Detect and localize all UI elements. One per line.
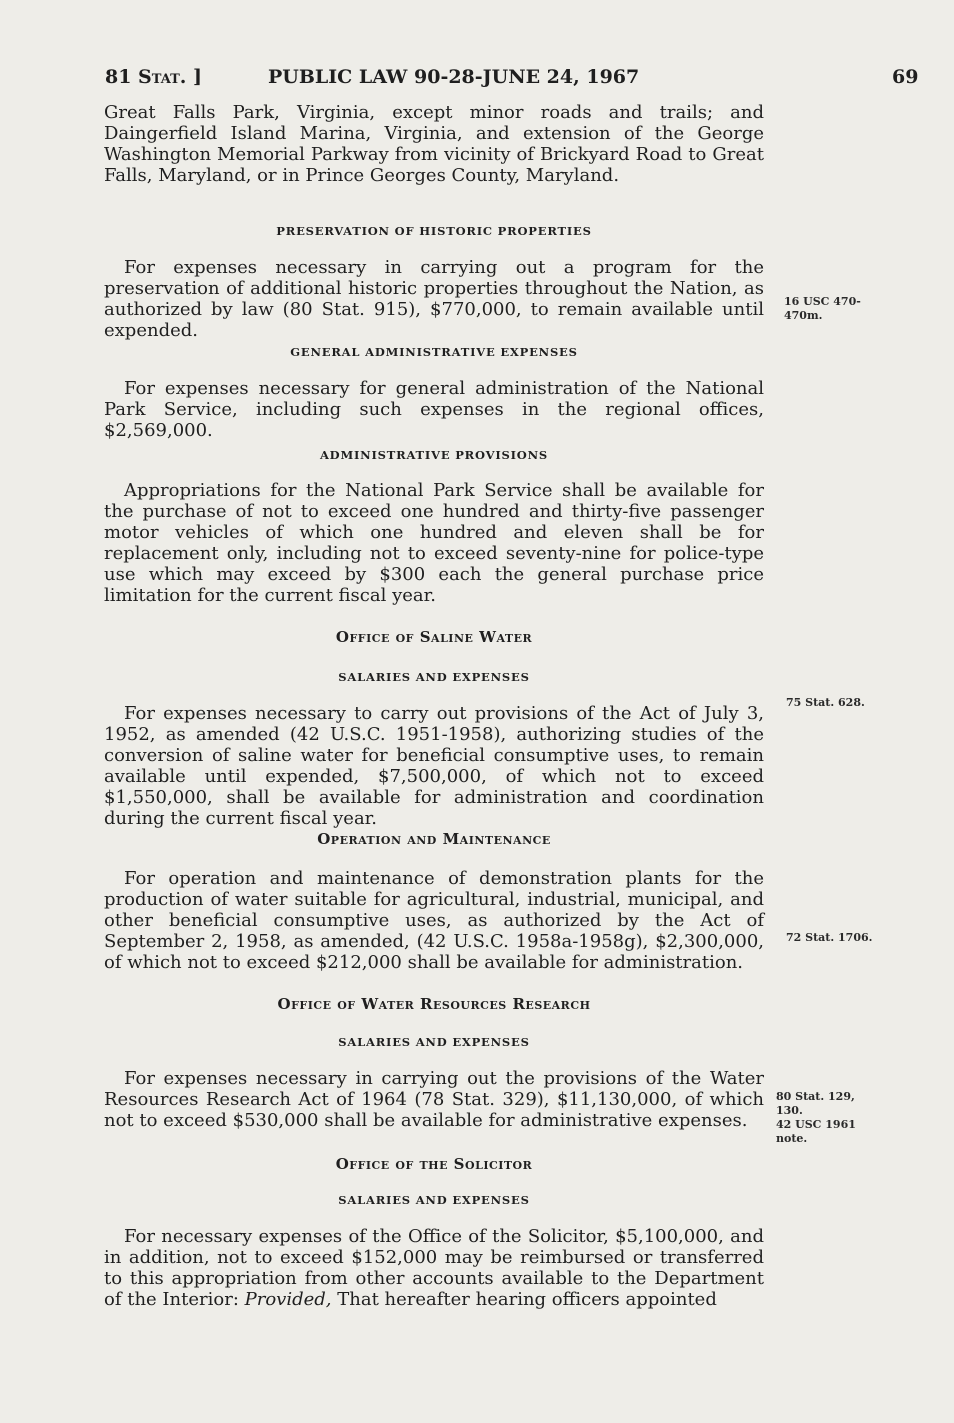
admin-provisions-section [104, 448, 764, 462]
historic-section [104, 224, 764, 238]
margin-note-operation: 72 Stat. 1706. [786, 931, 873, 944]
saline-paragraph: For expenses necessary to carry out provisions of the Act of July 3, 1952, as amended (42 U.S.C. 1951-1958), authorizing studies of the conversion of saline water for beneficial consumptive uses, to remain available until expended, $7,500,000, of which not to exceed $1,550,000, shall be available for administration and coordination during the current fiscal year. [104, 703, 764, 829]
subsection-heading: SALARIES AND EXPENSES [338, 1193, 530, 1207]
solicitor-subsection [104, 1193, 764, 1207]
section-heading: GENERAL ADMINISTRATIVE EXPENSES [290, 345, 578, 359]
section-heading: Office of the Solicitor [335, 1155, 533, 1173]
saline-section [104, 628, 764, 646]
header-title: PUBLIC LAW 90-28-JUNE 24, 1967 [268, 66, 640, 88]
margin-note-historic: 16 USC 470- 470m. [784, 295, 861, 322]
margin-note-saline: 75 Stat. 628. [786, 696, 865, 709]
section-heading: Office of Water Resources Research [277, 995, 591, 1013]
saline-subsection [104, 670, 764, 684]
section-heading: Operation and Maintenance [317, 830, 551, 848]
solicitor-text-before: For necessary expenses of the Office of the Solicitor, $5,100,000, and in addition, not to exceed $152,000 may be reimbursed or transferred to this appropriation from other accounts available to the Department of the Interior: [104, 1226, 764, 1310]
operation-section [104, 830, 764, 848]
water-research-section [104, 995, 764, 1013]
section-heading: PRESERVATION OF HISTORIC PROPERTIES [276, 224, 592, 238]
general-admin-paragraph: For expenses necessary for general administration of the National Park Service, including such expenses in the regional offices, $2,569,000. [104, 378, 764, 441]
margin-note-water-research: 80 Stat. 129, 130. 42 USC 1961 note. [776, 1090, 856, 1145]
general-admin-section [104, 345, 764, 359]
intro-paragraph: Great Falls Park, Virginia, except minor roads and trails; and Daingerfield Island Marina, Virginia, and extension of the George Washington Memorial Parkway from vicinity of Brickyard Road to Great Falls, Maryland, or in Prince Georges County, Maryland. [104, 102, 764, 186]
section-heading: ADMINISTRATIVE PROVISIONS [319, 448, 549, 462]
solicitor-text-italic: Provided, [244, 1289, 332, 1310]
solicitor-section [104, 1155, 764, 1173]
header-stat: 81 Stat. ] [105, 66, 203, 88]
subsection-heading: SALARIES AND EXPENSES [338, 670, 530, 684]
subsection-heading: SALARIES AND EXPENSES [338, 1035, 530, 1049]
solicitor-paragraph [104, 1226, 764, 1310]
section-heading: Office of Saline Water [335, 628, 533, 646]
water-research-subsection [104, 1035, 764, 1049]
admin-provisions-paragraph: Appropriations for the National Park Service shall be available for the purchase of not to exceed one hundred and thirty-five passenger motor vehicles of which one hundred and eleven shall be for replacement only, including not to exceed seventy-nine for police-type use which may exceed by $300 each the general purchase price limitation for the current fiscal year. [104, 480, 764, 606]
operation-paragraph: For operation and maintenance of demonstration plants for the production of water suitable for agricultural, industrial, municipal, and other beneficial consumptive uses, as authorized by the Act of September 2, 1958, as amended, (42 U.S.C. 1958a-1958g), $2,300,000, of which not to exceed $212,000 shall be available for administration. [104, 868, 764, 973]
historic-paragraph: For expenses necessary in carrying out a program for the preservation of additional historic properties throughout the Nation, as authorized by law (80 Stat. 915), $770,000, to remain available until expended. [104, 257, 764, 341]
water-research-paragraph: For expenses necessary in carrying out the provisions of the Water Resources Research Act of 1964 (78 Stat. 329), $11,130,000, of which not to exceed $530,000 shall be available for administrative expenses. [104, 1068, 764, 1131]
page-number: 69 [892, 66, 919, 88]
solicitor-text-after: That hereafter hearing officers appointed [331, 1289, 717, 1310]
